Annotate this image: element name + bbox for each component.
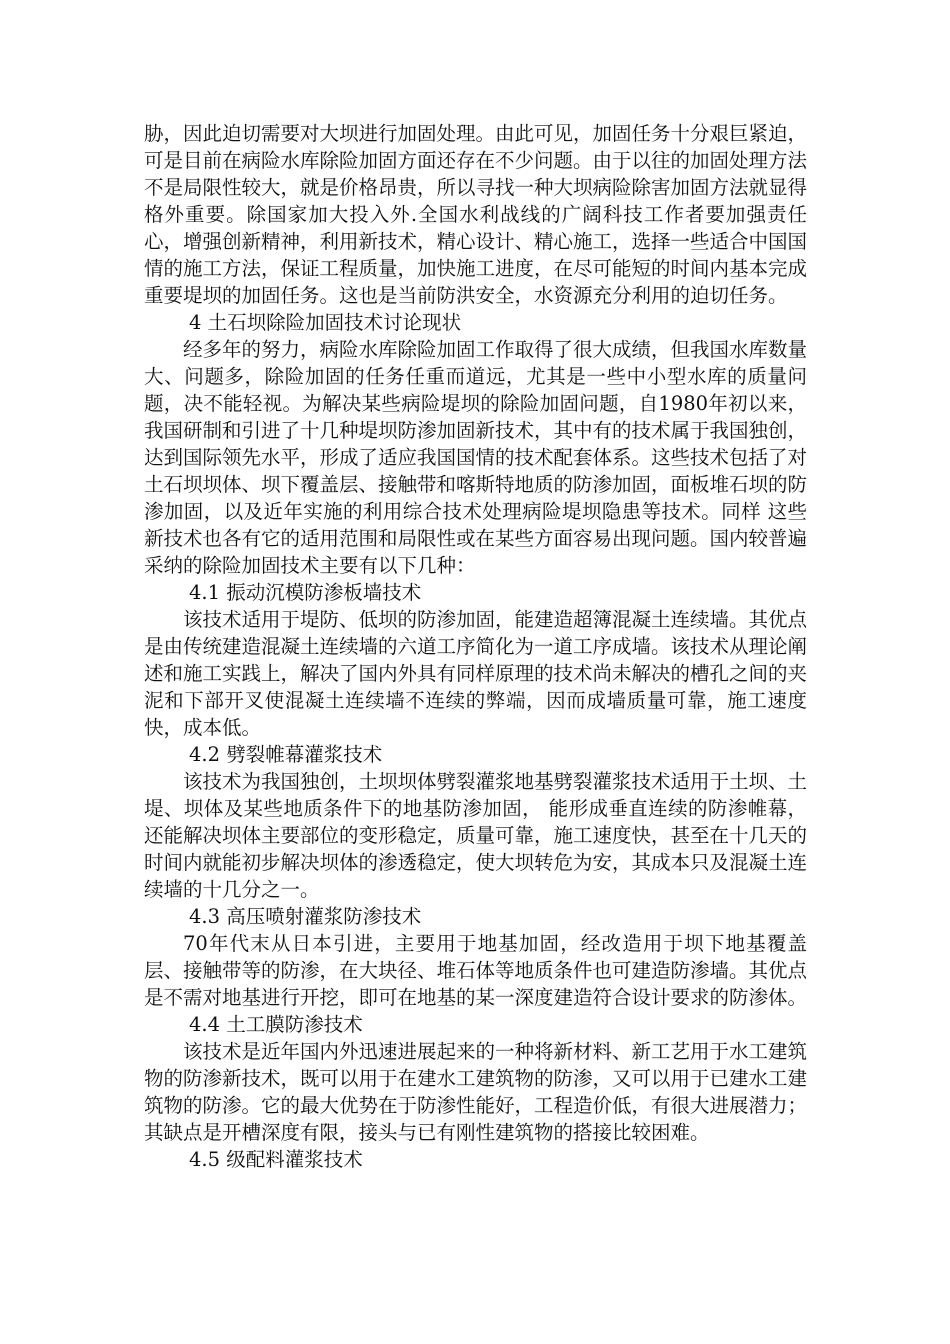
paragraph: 胁，因此迫切需要对大坝进行加固处理。由此可见，加固任务十分艰巨紧迫，可是目前在病险水库除险加固方面还存在不少问题。由于以往的加固处理方法不是局限性较大，就是价格昂贵，所以寻找一种大坝病险除害加固方法就显得格外重要。除国家加大投入外.全国水利战线的广阔科技工作者要加强责任心，增强创新精神，利用新技术，精心设计、精心施工，选择一些适合中国国情的施工方法，保证工程质量，加快施工进度，在尽可能短的时间内基本完成重要堤坝的加固任务。这也是当前防洪安全，水资源充分利用的迫切任务。 [144,122,808,307]
paragraph: 该技术适用于堤防、低坝的防渗加固，能建造超簿混凝土连续墙。其优点是由传统建造混凝土连续墙的六道工序简化为一道工序成墙。该技术从理论阐述和施工实践上，解决了国内外具有同样原理的技术尚未解决的槽孔之间的夹泥和下部开叉使混凝土连续墙不连续的弊端，因而成墙质量可靠，施工速度快，成本低。 [144,608,808,739]
section-heading: 4 土石坝除险加固技术讨论现状 [189,311,462,334]
section-heading: 4.1 振动沉模防渗板墙技术 [189,581,422,604]
section-heading: 4.4 土工膜防渗技术 [189,1013,363,1036]
section-heading: 4.2 劈裂帷幕灌浆技术 [189,743,383,766]
paragraph: 经多年的努力，病险水库除险加固工作取得了很大成绩，但我国水库数量大、问题多，除险加固的任务任重而道远，尤其是一些中小型水库的质量问题，决不能轻视。为解决某些病险堤坝的除险加固问题，自1980年初以来，我国研制和引进了十几种堤坝防渗加固新技术，其中有的技术属于我国独创，达到国际领先水平，形成了适应我国国情的技术配套体系。这些技术包括了对土石坝坝体、坝下覆盖层、接触带和喀斯特地质的防渗加固，面板堆石坝的防渗加固，以及近年实施的利用综合技术处理病险堤坝隐患等技术。同样 这些新技术也各有它的适用范围和局限性或在某些方面容易出现问题。国内较普遍采纳的除险加固技术主要有以下几种： [144,338,808,577]
paragraph: 该技术是近年国内外迅速进展起来的一种将新材料、新工艺用于水工建筑物的防渗新技术，既可以用于在建水工建筑物的防渗，又可以用于已建水工建筑物的防渗。它的最大优势在于防渗性能好，工程造价低，有很大进展潜力；其缺点是开槽深度有限，接头与已有刚性建筑物的搭接比较困难。 [144,1040,808,1144]
section-heading: 4.5 级配料灌浆技术 [189,1148,363,1171]
section-heading: 4.3 高压喷射灌浆防渗技术 [189,905,422,928]
document-body [144,120,807,1173]
paragraph: 70年代末从日本引进，主要用于地基加固，经改造用于坝下地基覆盖层、接触带等的防渗，在大块径、堆石体等地质条件也可建造防渗墙。其优点是不需对地基进行开挖，即可在地基的某一深度建造符合设计要求的防渗体。 [144,932,808,1009]
paragraph: 该技术为我国独创，土坝坝体劈裂灌浆地基劈裂灌浆技术适用于土坝、土堤、坝体及某些地质条件下的地基防渗加固， 能形成垂直连续的防渗帷幕，还能解决坝体主要部位的变形稳定，质量可靠，施工速度快，甚至在十几天的时间内就能初步解决坝体的渗透稳定，使大坝转危为安，其成本只及混凝土连续墙的十几分之一。 [144,770,808,901]
